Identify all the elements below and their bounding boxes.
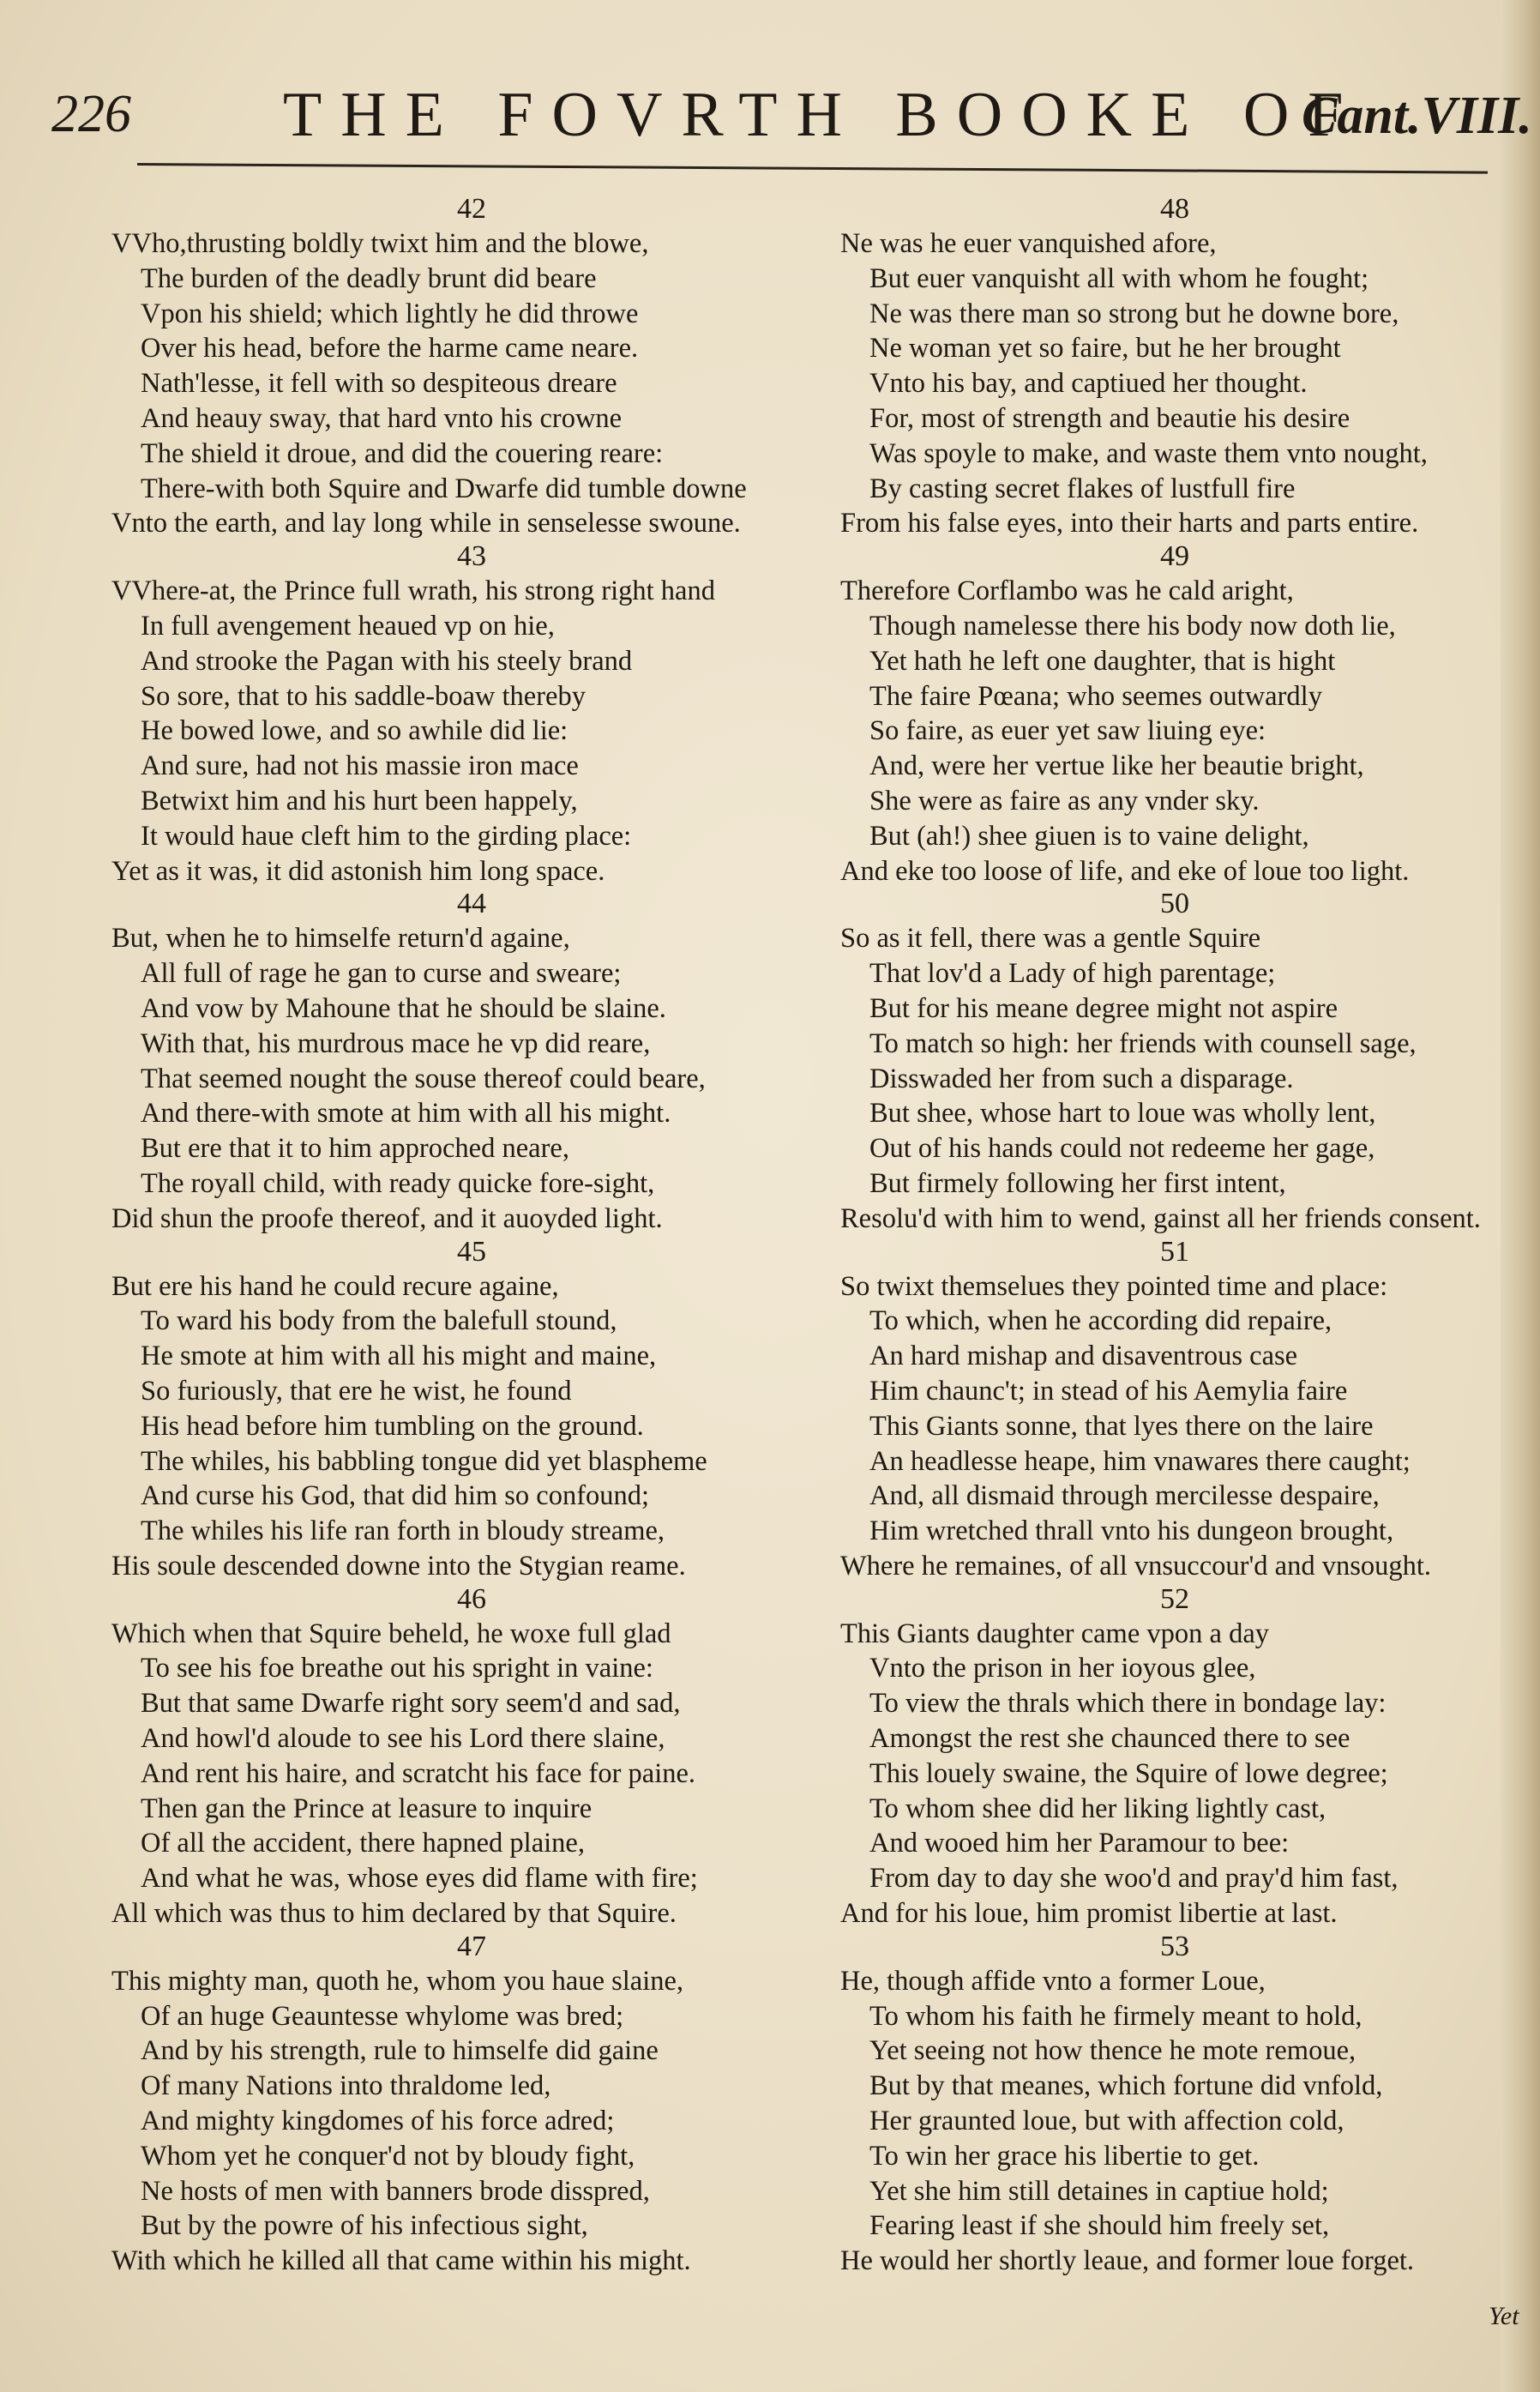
stanza-number: 45 [457,1235,486,1268]
stanza-number: 44 [457,888,486,920]
verse-line: Yet hath he left one daughter, that is hight [869,645,1336,677]
stanza [111,541,832,889]
verse-line: He smote at him with all his might and maine, [141,1341,657,1372]
verse-line: Though namelesse there his body now doth lie, [869,610,1396,642]
verse-line: Ne woman yet so faire, but he her brought [869,333,1341,365]
stanza [111,194,832,541]
verse-line: And heauy sway, that hard vnto his crowne [141,402,623,434]
page-header [0,79,1540,156]
verse-line: And for his loue, him promist libertie at last. [840,1898,1338,1930]
stanza-number: 43 [457,540,486,573]
verse-line: VVho,thrusting boldly twixt him and the blowe, [111,228,649,259]
verse-line: To ward his body from the balefull stound, [141,1305,617,1337]
verse-line: Ne was he euer vanquished afore, [840,228,1217,259]
verse-line: Where he remaines, of all vnsuccour'd and vnsought. [840,1550,1432,1582]
stanza [840,1931,1509,2279]
verse-line: The whiles, his babbling tongue did yet blaspheme [141,1445,707,1477]
verse-line: And there-with smote at him with all his might. [141,1098,671,1130]
verse-line: Whom yet he conquer'd not by bloudy fight, [141,2140,635,2172]
verse-line: And vow by Mahoune that he should be slaine. [141,992,666,1024]
verse-line: And eke too loose of life, and eke of loue too light. [840,855,1410,887]
verse-line: And curse his God, that did him so confound; [141,1480,650,1512]
verse-line: But shee, whose hart to loue was wholly lent, [869,1098,1376,1130]
verse-line: Then gan the Prince at leasure to inquire [141,1792,593,1824]
verse-line: But euer vanquisht all with whom he fought; [869,262,1369,294]
stanza [111,1931,832,2279]
left-column [111,194,832,2279]
verse-line: So as it fell, there was a gentle Squire [840,923,1261,955]
stanza [111,1584,832,1931]
verse-line: But ere his hand he could recure againe, [111,1270,559,1302]
verse-line: Ne hosts of men with banners brode disspred, [141,2175,650,2207]
verse-line: In full avengement heaued vp on hie, [141,610,555,642]
verse-line: Over his head, before the harme came neare. [141,333,639,365]
verse-line: But firmely following her first intent, [869,1167,1286,1199]
verse-line: Out of his hands could not redeeme her gage, [869,1133,1375,1165]
stanza-number: 50 [1160,888,1189,920]
verse-line: And, all dismaid through mercilesse despaire, [869,1480,1380,1512]
right-column [840,194,1509,2279]
stanza [840,889,1509,1236]
stanza [111,889,832,1236]
verse-line: Vpon his shield; which lightly he did throwe [141,298,639,329]
verse-line: The shield it droue, and did the couering reare: [141,437,664,469]
verse-line: With that, his murdrous mace he vp did reare, [141,1027,651,1059]
verse-line: The royall child, with ready quicke fore-sight, [141,1167,655,1199]
verse-line: To whom shee did her liking lightly cast, [869,1792,1326,1824]
verse-line: Which when that Squire beheld, he woxe full glad [111,1618,671,1649]
stanza-number: 48 [1160,193,1189,225]
verse-line: The faire Pœana; who seemes outwardly [869,680,1322,712]
verse-line: To see his foe breathe out his spright in vaine: [141,1653,653,1684]
verse-line: And mighty kingdomes of his force adred; [141,2106,615,2137]
verse-line: And howl'd aloude to see his Lord there slaine, [141,1723,665,1755]
verse-line: The whiles his life ran forth in bloudy streame, [141,1515,665,1547]
verse-line: This Giants daughter came vpon a day [840,1618,1269,1649]
verse-line: And strooke the Pagan with his steely brand [141,645,633,677]
stanza-number: 52 [1160,1582,1189,1615]
verse-line: To match so high: her friends with counsell sage, [869,1027,1417,1059]
verse-line: To which, when he according did repaire, [869,1305,1332,1337]
verse-line: An hard mishap and disaventrous case [869,1341,1298,1372]
verse-line: Nath'lesse, it fell with so despiteous dreare [141,368,617,400]
verse-line: And sure, had not his massie iron mace [141,750,579,782]
stanza-number: 46 [457,1582,486,1615]
verse-line: Resolu'd with him to wend, gainst all her friends consent. [840,1202,1481,1234]
verse-line: He would her shortly leaue, and former loue forget. [840,2245,1415,2277]
verse-line: Yet as it was, it did astonish him long space. [111,855,605,887]
verse-line: So sore, that to his saddle-boaw thereby [141,680,586,712]
verse-line: His soule descended downe into the Stygian reame. [111,1550,686,1582]
verse-line: His head before him tumbling on the ground. [141,1410,644,1442]
stanza [840,194,1509,541]
verse-line: Her graunted loue, but with affection cold, [869,2106,1344,2137]
verse-line: Amongst the rest she chaunced there to see [869,1723,1351,1755]
verse-line: To win her grace his libertie to get. [869,2140,1260,2172]
verse-line: Was spoyle to make, and waste them vnto nought, [869,437,1428,469]
catchword: Yet [1489,2302,1519,2330]
stanza-number: 47 [457,1930,486,1962]
verse-line: Vnto his bay, and captiued her thought. [869,368,1308,400]
verse-line: It would haue cleft him to the girding place: [141,820,632,852]
verse-line: Of all the accident, there hapned plaine, [141,1828,585,1859]
verse-line: All which was thus to him declared by that Squire. [111,1898,677,1930]
verse-line: By casting secret flakes of lustfull fire [869,473,1296,504]
verse-line: But that same Dwarfe right sory seem'd and sad, [141,1688,681,1720]
verse-line: He bowed lowe, and so awhile did lie: [141,715,568,747]
verse-line: From his false eyes, into their harts and parts entire. [840,508,1419,539]
verse-line: Ne was there man so strong but he downe bore, [869,298,1399,329]
verse-line: Of an huge Geauntesse whylome was bred; [141,2000,624,2032]
verse-line: VVhere-at, the Prince full wrath, his strong right hand [111,575,715,607]
verse-line: To whom his faith he firmely meant to hold, [869,2000,1363,2032]
verse-line: He, though affide vnto a former Loue, [840,1965,1266,1997]
verse-line: But by that meanes, which fortune did vnfold, [869,2070,1383,2102]
verse-line: And wooed him her Paramour to bee: [869,1828,1290,1859]
verse-line: From day to day she woo'd and pray'd him fast, [869,1863,1399,1895]
page-number: 226 [51,85,131,143]
stanza-number: 53 [1160,1930,1189,1962]
stanza-number: 51 [1160,1235,1189,1268]
verse-line: That seemed nought the souse thereof could beare, [141,1063,706,1094]
verse-line: This louely swaine, the Squire of lowe degree; [869,1757,1388,1789]
verse-line: All full of rage he gan to curse and sweare; [141,958,622,990]
verse-line: Therefore Corflambo was he cald aright, [840,575,1294,607]
verse-line: Him wretched thrall vnto his dungeon brought, [869,1515,1394,1547]
verse-line: The burden of the deadly brunt did beare [141,262,597,294]
verse-line: Did shun the proofe thereof, and it auoyded light. [111,1202,663,1234]
stanza [840,1237,1509,1584]
verse-line: This mighty man, quoth he, whom you haue slaine, [111,1965,684,1997]
verse-line: But by the powre of his infectious sight, [141,2210,588,2242]
running-title: THE FOVRTH BOOKE OF [283,80,1363,150]
header-rule [137,163,1488,174]
verse-line: She were as faire as any vnder sky. [869,785,1260,816]
verse-line: Fearing least if she should him freely set, [869,2210,1330,2242]
verse-line: But (ah!) shee giuen is to vaine delight, [869,820,1309,852]
verse-line: That lov'd a Lady of high parentage; [869,958,1276,990]
verse-line: But, when he to himselfe return'd againe, [111,923,570,955]
stanza [840,541,1509,889]
verse-line: And what he was, whose eyes did flame with fire; [141,1863,698,1895]
verse-line: There-with both Squire and Dwarfe did tumble downe [141,473,747,504]
verse-line: An headlesse heape, him vnawares there caught; [869,1445,1411,1477]
verse-line: Vnto the prison in her ioyous glee, [869,1653,1256,1684]
verse-line: Yet she him still detaines in captiue hold; [869,2175,1329,2207]
verse-line: But for his meane degree might not aspire [869,992,1338,1024]
verse-line: But ere that it to him approched neare, [141,1133,569,1165]
verse-line: For, most of strength and beautie his desire [869,402,1351,434]
verse-line: And rent his haire, and scratcht his face for paine. [141,1757,696,1789]
verse-line: Disswaded her from such a disparage. [869,1063,1294,1094]
verse-line: To view the thrals which there in bondage lay: [869,1688,1387,1720]
stanza [111,1237,832,1584]
verse-line: Him chaunc't; in stead of his Aemylia faire [869,1375,1348,1407]
stanza-number: 49 [1160,540,1189,573]
verse-line: And, were her vertue like her beautie bright, [869,750,1364,782]
verse-line: So furiously, that ere he wist, he found [141,1375,572,1407]
verse-line: This Giants sonne, that lyes there on the laire [869,1410,1374,1442]
verse-line: And by his strength, rule to himselfe did gaine [141,2035,659,2067]
verse-line: Vnto the earth, and lay long while in senselesse swoune. [111,508,741,539]
verse-line: Betwixt him and his hurt been happely, [141,785,578,816]
stanza-number: 42 [457,193,486,225]
verse-line: Of many Nations into thraldome led, [141,2070,551,2102]
verse-line: So faire, as euer yet saw liuing eye: [869,715,1266,747]
stanza [840,1584,1509,1931]
verse-line: So twixt themselues they pointed time and place: [840,1270,1388,1302]
verse-line: With which he killed all that came within his might. [111,2245,691,2277]
verse-line: Yet seeing not how thence he mote remoue, [869,2035,1357,2067]
canto-label: Cant.VIII. [1302,87,1532,145]
